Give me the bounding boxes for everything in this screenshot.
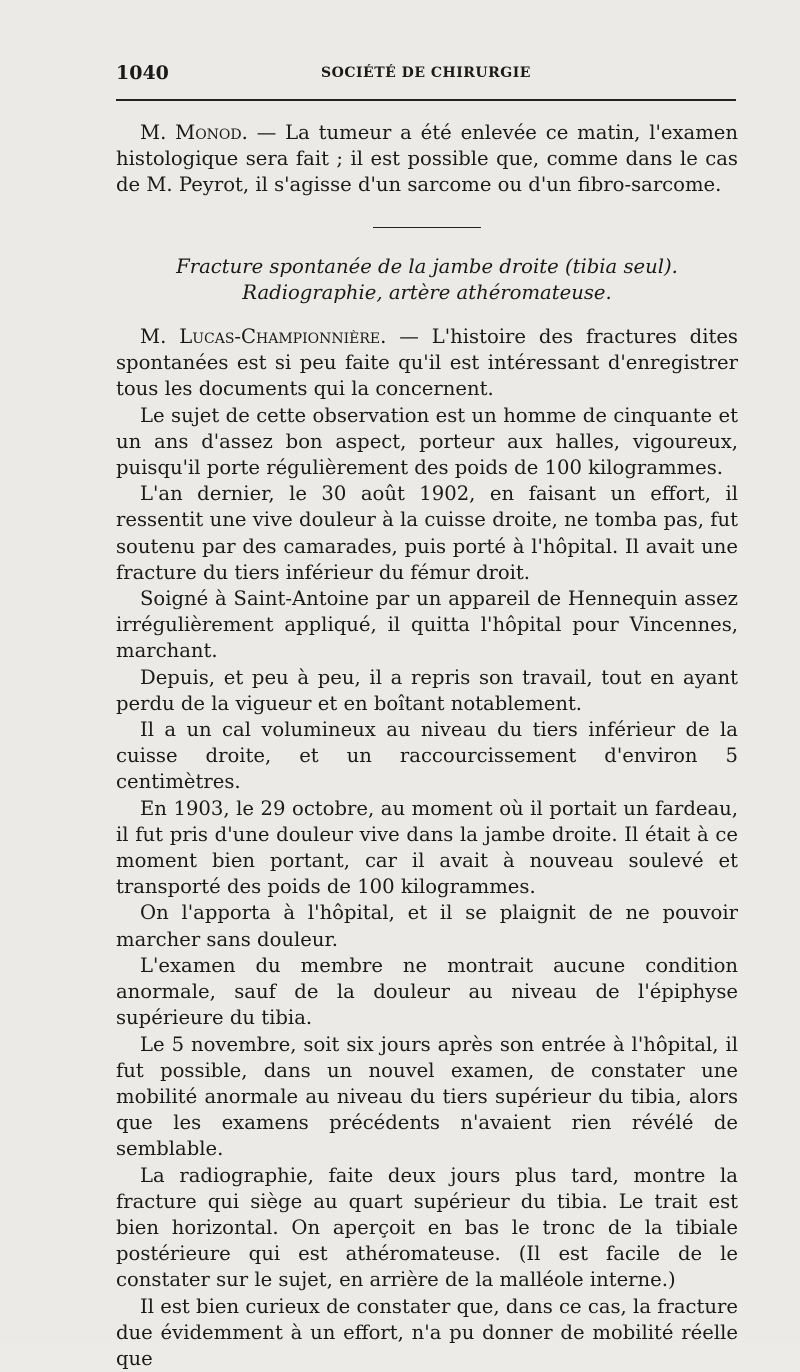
opening-text: — L'histoire des fractures dites spontanées est si peu faite qu'il est intéressant d'enregistrer tous les documents qui la concernent.	[116, 325, 738, 401]
paragraph: Le 5 novembre, soit six jours après son entrée à l'hôpital, il fut possible, dans un nouvel examen, de constater une mobilité anormale au niveau du tiers supérieur du tibia, alors que les examens précédents n'avaient rien révélé de semblable.	[116, 1032, 738, 1161]
paragraph: Le sujet de cette observation est un homme de cinquante et un ans d'assez bon aspect, porteur aux halles, vigoureux, puisqu'il porte régulièrement des poids de 100 kilogrammes.	[116, 403, 738, 480]
section-title-line-1: Fracture spontanée de la jambe droite (tibia seul).	[176, 254, 678, 278]
page-number: 1040	[116, 62, 169, 84]
paragraph: L'examen du membre ne montrait aucune condition anormale, sauf de la douleur au niveau de l'épiphyse supérieure du tibia.	[116, 953, 738, 1030]
paragraph: Il a un cal volumineux au niveau du tiers inférieur de la cuisse droite, et un raccourcissement d'environ 5 centimètres.	[116, 718, 738, 794]
speaker-name: M. Monod.	[140, 121, 248, 144]
speaker-name: M. Lucas-Championnière.	[140, 325, 387, 349]
paragraph: Depuis, et peu à peu, il a repris son travail, tout en ayant perdu de la vigueur et en boîtant notablement.	[116, 665, 738, 715]
section-title-line-2: Radiographie, artère athéromateuse.	[242, 280, 612, 304]
paragraph: En 1903, le 29 octobre, au moment où il portait un fardeau, il fut pris d'une douleur vive dans la jambe droite. Il était à ce moment bien portant, car il avait à nouveau soulevé et transporté des poids de 100 kilogrammes.	[116, 796, 738, 899]
intro-text: — La tumeur a été enlevée ce matin, l'examen histologique sera fait ; il est possible que, comme dans le cas de M. Peyrot, il s'agisse d'un sarcome ou d'un fibro-sarcome.	[116, 121, 739, 197]
section-divider	[373, 227, 481, 228]
body-text	[116, 120, 738, 1372]
opening-paragraph	[116, 324, 738, 403]
paragraph: La radiographie, faite deux jours plus tard, montre la fracture qui siège au quart supérieur du tibia. Le trait est bien horizontal. On aperçoit en bas le tronc de la tibiale postérieure qui est athéromateuse. (Il est facile de le constater sur le sujet, en arrière de la malléole interne.)	[116, 1163, 738, 1292]
paragraph: Soigné à Saint-Antoine par un appareil de Hennequin assez irrégulièrement appliqué, il quitta l'hôpital pour Vincennes, marchant.	[116, 587, 738, 663]
page-header	[116, 62, 736, 88]
intro-paragraph	[116, 120, 738, 199]
section-title	[116, 254, 738, 306]
paragraph: On l'apporta à l'hôpital, et il se plaignit de ne pouvoir marcher sans douleur.	[116, 901, 738, 951]
running-title: SOCIÉTÉ DE CHIRURGIE	[321, 65, 531, 81]
paragraph: Il est bien curieux de constater que, dans ce cas, la fracture due évidemment à un effort, n'a pu donner de mobilité réelle que	[116, 1294, 738, 1370]
paragraph: L'an dernier, le 30 août 1902, en faisant un effort, il ressentit une vive douleur à la cuisse droite, ne tomba pas, fut soutenu par des camarades, puis porté à l'hôpital. Il avait une fracture du tiers inférieur du fémur droit.	[116, 482, 738, 584]
header-rule	[116, 99, 736, 101]
